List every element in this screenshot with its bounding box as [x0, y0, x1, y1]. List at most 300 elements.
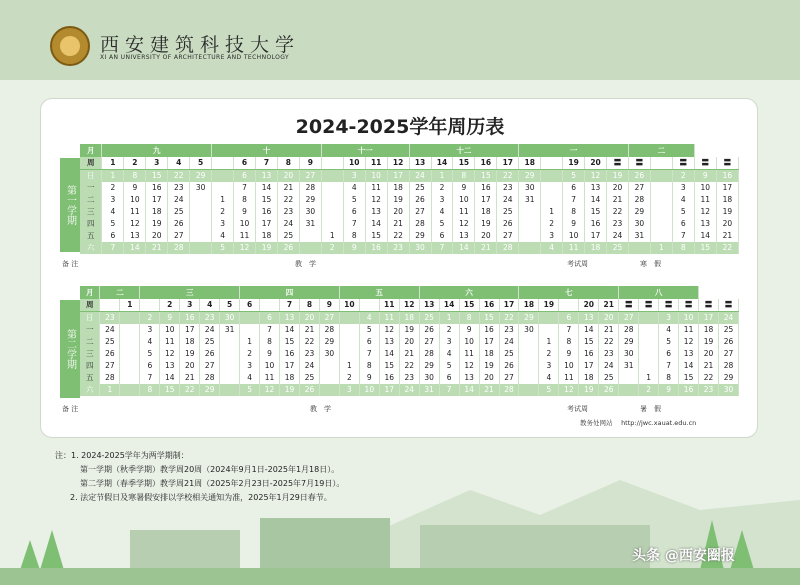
- date-cell: 23: [299, 348, 319, 360]
- week-number-cell: 8: [277, 157, 299, 170]
- week-number-cell: 〓: [639, 299, 659, 312]
- date-cell: 21: [599, 324, 619, 336]
- date-cell: 2: [639, 384, 659, 396]
- notes-vacation: 寒 假: [640, 260, 661, 268]
- date-cell: 13: [453, 230, 475, 242]
- date-cell: 19: [280, 384, 300, 396]
- date-cell: 17: [699, 312, 719, 325]
- date-cell: 1: [439, 312, 459, 325]
- date-cell: 25: [419, 312, 439, 325]
- date-cell: 7: [659, 360, 679, 372]
- date-cell: 17: [379, 384, 399, 396]
- date-cell: 3: [672, 182, 694, 194]
- date-cell: 21: [399, 348, 419, 360]
- weekday-label: 一: [80, 182, 102, 194]
- date-cell: [321, 218, 343, 230]
- date-cell: 11: [459, 348, 479, 360]
- date-cell: 26: [628, 170, 650, 183]
- date-cell: [120, 324, 140, 336]
- footnote-3: 第二学期（春季学期）教学周21周（2025年2月23日-2025年7月19日）。: [80, 479, 345, 488]
- date-cell: 19: [716, 206, 738, 218]
- date-cell: 3: [212, 218, 234, 230]
- date-cell: 4: [439, 348, 459, 360]
- semester-2-notes: [40, 404, 740, 416]
- date-cell: 21: [146, 242, 168, 254]
- date-cell: [519, 206, 541, 218]
- date-cell: 7: [563, 194, 585, 206]
- date-cell: 31: [299, 218, 321, 230]
- date-cell: 7: [140, 372, 160, 384]
- weekday-label: 日: [80, 170, 102, 183]
- week-number-cell: 〓: [607, 157, 629, 170]
- date-cell: 28: [719, 360, 739, 372]
- week-number-cell: 1: [102, 157, 124, 170]
- date-cell: 14: [459, 384, 479, 396]
- date-cell: [319, 384, 339, 396]
- date-cell: 18: [280, 372, 300, 384]
- date-cell: 17: [180, 324, 200, 336]
- date-cell: 2: [339, 372, 359, 384]
- date-cell: 1: [102, 170, 124, 183]
- date-cell: 20: [399, 336, 419, 348]
- week-number-cell: 20: [585, 157, 607, 170]
- university-name-en: XI AN UNIVERSITY OF ARCHITECTURE AND TECHNOLOGY: [100, 54, 290, 61]
- date-cell: 8: [140, 384, 160, 396]
- week-number-cell: 5: [220, 299, 240, 312]
- date-cell: 16: [365, 242, 387, 254]
- date-cell: 14: [160, 372, 180, 384]
- week-number-cell: 2: [124, 157, 146, 170]
- date-cell: 18: [585, 242, 607, 254]
- date-cell: 30: [519, 182, 541, 194]
- date-cell: 9: [234, 206, 256, 218]
- date-cell: 24: [299, 360, 319, 372]
- date-cell: 4: [672, 194, 694, 206]
- date-cell: 24: [100, 324, 120, 336]
- date-cell: [190, 242, 212, 254]
- week-number-cell: 21: [599, 299, 619, 312]
- date-cell: 26: [200, 348, 220, 360]
- date-cell: 14: [256, 182, 278, 194]
- day-row: [80, 372, 739, 384]
- date-cell: [628, 242, 650, 254]
- date-cell: 24: [409, 170, 431, 183]
- date-cell: 9: [359, 372, 379, 384]
- date-cell: 24: [200, 324, 220, 336]
- date-cell: 17: [146, 194, 168, 206]
- date-cell: [120, 360, 140, 372]
- date-cell: 30: [319, 348, 339, 360]
- weekday-label: 六: [80, 384, 100, 396]
- date-cell: 4: [343, 182, 365, 194]
- date-cell: 25: [200, 336, 220, 348]
- date-cell: 5: [563, 170, 585, 183]
- date-cell: 1: [539, 336, 559, 348]
- month-header-cell: 月: [80, 286, 100, 299]
- date-cell: 8: [359, 360, 379, 372]
- date-cell: 2: [140, 312, 160, 325]
- date-cell: 20: [180, 360, 200, 372]
- date-cell: 5: [439, 360, 459, 372]
- date-cell: 6: [431, 230, 453, 242]
- date-cell: 13: [694, 218, 716, 230]
- date-cell: 3: [140, 324, 160, 336]
- date-cell: 10: [260, 360, 280, 372]
- date-cell: [519, 348, 539, 360]
- date-cell: 5: [359, 324, 379, 336]
- week-number-cell: 14: [439, 299, 459, 312]
- date-cell: 5: [240, 384, 260, 396]
- semester-1-block: [60, 144, 739, 256]
- week-number-cell: 〓: [679, 299, 699, 312]
- week-number-cell: 〓: [672, 157, 694, 170]
- notes-teaching: 教 学: [310, 405, 331, 413]
- date-cell: 5: [539, 384, 559, 396]
- date-cell: [190, 194, 212, 206]
- date-cell: 14: [453, 242, 475, 254]
- date-cell: 31: [519, 194, 541, 206]
- date-cell: 11: [679, 324, 699, 336]
- date-cell: 6: [140, 360, 160, 372]
- date-cell: 6: [102, 230, 124, 242]
- weekday-label: 二: [80, 194, 102, 206]
- date-cell: 16: [585, 218, 607, 230]
- month-cell: 二: [628, 144, 694, 157]
- week-number-cell: [140, 299, 160, 312]
- date-cell: 21: [277, 182, 299, 194]
- date-cell: 10: [234, 218, 256, 230]
- date-cell: 20: [299, 312, 319, 325]
- date-cell: 28: [419, 348, 439, 360]
- date-cell: 7: [439, 384, 459, 396]
- date-cell: [220, 348, 240, 360]
- date-cell: [639, 348, 659, 360]
- date-cell: 5: [431, 218, 453, 230]
- month-cell: 十: [212, 144, 322, 157]
- date-cell: 10: [453, 194, 475, 206]
- date-cell: 2: [212, 206, 234, 218]
- date-cell: 19: [479, 360, 499, 372]
- date-cell: 17: [479, 336, 499, 348]
- date-cell: 14: [280, 324, 300, 336]
- date-cell: 14: [694, 230, 716, 242]
- date-cell: [519, 384, 539, 396]
- date-cell: 6: [359, 336, 379, 348]
- date-cell: 18: [399, 312, 419, 325]
- date-cell: 4: [240, 372, 260, 384]
- week-number-cell: 2: [160, 299, 180, 312]
- date-cell: 19: [256, 242, 278, 254]
- week-row: [80, 157, 739, 170]
- date-cell: [541, 170, 563, 183]
- date-cell: 6: [343, 206, 365, 218]
- date-cell: 26: [719, 336, 739, 348]
- date-cell: 18: [479, 348, 499, 360]
- date-cell: [240, 324, 260, 336]
- month-cell: 六: [419, 286, 519, 299]
- date-cell: 12: [585, 170, 607, 183]
- date-cell: [339, 348, 359, 360]
- date-cell: 19: [607, 170, 629, 183]
- day-row: [80, 182, 739, 194]
- date-cell: 9: [459, 324, 479, 336]
- date-cell: 18: [579, 372, 599, 384]
- week-number-cell: 6: [240, 299, 260, 312]
- week-number-cell: 7: [280, 299, 300, 312]
- date-cell: 31: [220, 324, 240, 336]
- date-cell: 5: [343, 194, 365, 206]
- day-row: [80, 242, 739, 254]
- date-cell: 20: [277, 170, 299, 183]
- date-cell: [190, 230, 212, 242]
- week-number-cell: 〓: [719, 299, 739, 312]
- date-cell: 21: [716, 230, 738, 242]
- date-cell: [120, 336, 140, 348]
- date-cell: 23: [607, 218, 629, 230]
- date-cell: [212, 182, 234, 194]
- date-cell: [541, 194, 563, 206]
- date-cell: [650, 194, 672, 206]
- university-logo: [50, 26, 90, 66]
- date-cell: 21: [387, 218, 409, 230]
- date-cell: [519, 242, 541, 254]
- date-cell: 30: [519, 324, 539, 336]
- date-cell: 19: [387, 194, 409, 206]
- date-cell: 9: [563, 218, 585, 230]
- date-cell: 25: [409, 182, 431, 194]
- week-number-cell: [321, 157, 343, 170]
- date-cell: [299, 242, 321, 254]
- footnote-2: 第一学期（秋季学期）教学周20周（2024年9月1日-2025年1月18日）。: [80, 465, 340, 474]
- footnote-4: 2. 法定节假日及寒暑假安排以学校相关通知为准，2025年1月29日春节。: [70, 493, 332, 502]
- date-cell: [220, 372, 240, 384]
- week-number-cell: [541, 157, 563, 170]
- month-cell: 五: [339, 286, 419, 299]
- week-number-cell: 11: [365, 157, 387, 170]
- date-cell: 8: [234, 194, 256, 206]
- date-cell: 15: [280, 336, 300, 348]
- date-cell: 8: [672, 242, 694, 254]
- week-number-cell: 10: [339, 299, 359, 312]
- date-cell: 18: [146, 206, 168, 218]
- university-name-cn: 西安建筑科技大学: [100, 34, 301, 56]
- date-cell: 8: [124, 170, 146, 183]
- date-cell: [639, 312, 659, 325]
- date-cell: 14: [585, 194, 607, 206]
- date-cell: [339, 324, 359, 336]
- date-cell: 18: [699, 324, 719, 336]
- date-cell: 1: [100, 384, 120, 396]
- date-cell: 29: [519, 170, 541, 183]
- date-cell: 24: [719, 312, 739, 325]
- date-cell: 20: [475, 230, 497, 242]
- week-number-cell: 9: [299, 157, 321, 170]
- notes-label: 备 注: [62, 405, 79, 413]
- footnote-1: 注：1. 2024-2025学年为两学期制：: [55, 451, 189, 460]
- date-cell: 23: [499, 324, 519, 336]
- date-cell: 21: [475, 242, 497, 254]
- weekday-label: 五: [80, 230, 102, 242]
- date-cell: 23: [599, 348, 619, 360]
- date-cell: 29: [519, 312, 539, 325]
- date-cell: 13: [256, 170, 278, 183]
- date-cell: 18: [256, 230, 278, 242]
- date-cell: 4: [140, 336, 160, 348]
- date-cell: 10: [679, 312, 699, 325]
- date-cell: 3: [541, 230, 563, 242]
- date-cell: 13: [585, 182, 607, 194]
- date-cell: 14: [379, 348, 399, 360]
- date-cell: 22: [180, 384, 200, 396]
- date-cell: 16: [379, 372, 399, 384]
- date-cell: 28: [628, 194, 650, 206]
- date-cell: 11: [379, 312, 399, 325]
- date-cell: 22: [499, 312, 519, 325]
- date-cell: 17: [716, 182, 738, 194]
- date-cell: [321, 182, 343, 194]
- date-cell: [120, 384, 140, 396]
- date-cell: 16: [146, 182, 168, 194]
- date-cell: 29: [628, 206, 650, 218]
- month-row: [80, 286, 739, 299]
- date-cell: 30: [220, 312, 240, 325]
- date-cell: 28: [319, 324, 339, 336]
- date-cell: 29: [419, 360, 439, 372]
- date-cell: 24: [497, 194, 519, 206]
- date-cell: 25: [497, 206, 519, 218]
- week-number-cell: 13: [419, 299, 439, 312]
- date-cell: 10: [559, 360, 579, 372]
- date-cell: 27: [100, 360, 120, 372]
- day-row: [80, 324, 739, 336]
- week-number-cell: 14: [431, 157, 453, 170]
- date-cell: [220, 336, 240, 348]
- date-cell: 21: [180, 372, 200, 384]
- week-number-cell: 19: [563, 157, 585, 170]
- date-cell: 10: [124, 194, 146, 206]
- date-cell: 23: [277, 206, 299, 218]
- date-cell: 1: [339, 360, 359, 372]
- date-cell: 23: [387, 242, 409, 254]
- campus-scenery-illustration: [0, 470, 800, 585]
- date-cell: 11: [365, 182, 387, 194]
- week-number-cell: [359, 299, 379, 312]
- date-cell: 22: [168, 170, 190, 183]
- date-cell: 28: [499, 384, 519, 396]
- date-cell: 10: [359, 384, 379, 396]
- date-cell: 9: [559, 348, 579, 360]
- month-cell: 四: [240, 286, 340, 299]
- date-cell: 28: [619, 324, 639, 336]
- date-cell: 4: [539, 372, 559, 384]
- week-number-cell: 3: [146, 157, 168, 170]
- date-cell: 5: [672, 206, 694, 218]
- date-cell: 15: [146, 170, 168, 183]
- semester-2-label: 第二学期: [60, 300, 80, 398]
- date-cell: [321, 194, 343, 206]
- date-cell: 7: [672, 230, 694, 242]
- date-cell: 12: [453, 218, 475, 230]
- date-cell: 8: [453, 170, 475, 183]
- date-cell: 23: [699, 384, 719, 396]
- date-cell: 31: [619, 360, 639, 372]
- date-cell: 1: [639, 372, 659, 384]
- date-cell: 30: [190, 182, 212, 194]
- date-cell: 24: [277, 218, 299, 230]
- date-cell: 8: [343, 230, 365, 242]
- date-cell: 16: [679, 384, 699, 396]
- week-number-cell: 17: [499, 299, 519, 312]
- date-cell: 22: [699, 372, 719, 384]
- date-cell: 5: [212, 242, 234, 254]
- date-cell: 6: [672, 218, 694, 230]
- date-cell: 26: [497, 218, 519, 230]
- date-cell: 1: [240, 336, 260, 348]
- semester-2-block: [60, 286, 739, 402]
- date-cell: 27: [628, 182, 650, 194]
- date-cell: 29: [319, 336, 339, 348]
- date-cell: 4: [212, 230, 234, 242]
- date-cell: 29: [409, 230, 431, 242]
- date-cell: 25: [499, 348, 519, 360]
- date-cell: 16: [716, 170, 738, 183]
- date-cell: 1: [650, 242, 672, 254]
- date-cell: [319, 372, 339, 384]
- date-cell: [120, 372, 140, 384]
- date-cell: [220, 384, 240, 396]
- week-number-cell: 7: [256, 157, 278, 170]
- day-row: [80, 312, 739, 325]
- date-cell: [319, 360, 339, 372]
- weekday-label: 五: [80, 372, 100, 384]
- week-number-cell: 12: [387, 157, 409, 170]
- notes-vacation: 暑 假: [640, 405, 661, 413]
- date-cell: 14: [679, 360, 699, 372]
- date-cell: [650, 230, 672, 242]
- date-cell: 16: [280, 348, 300, 360]
- month-cell: 一: [519, 144, 629, 157]
- website-link[interactable]: 教务处网站 http://jwc.xauat.edu.cn: [580, 419, 697, 427]
- date-cell: 22: [716, 242, 738, 254]
- date-cell: 6: [234, 170, 256, 183]
- date-cell: 21: [607, 194, 629, 206]
- date-cell: 24: [399, 384, 419, 396]
- date-cell: 4: [541, 242, 563, 254]
- notes-exam: 考试周: [567, 260, 588, 268]
- week-number-cell: 〓: [619, 299, 639, 312]
- date-cell: 7: [234, 182, 256, 194]
- date-cell: 11: [563, 242, 585, 254]
- date-cell: 18: [387, 182, 409, 194]
- date-cell: 2: [102, 182, 124, 194]
- date-cell: 15: [256, 194, 278, 206]
- date-cell: 25: [100, 336, 120, 348]
- date-cell: 10: [694, 182, 716, 194]
- date-cell: 20: [599, 312, 619, 325]
- week-number-cell: 17: [497, 157, 519, 170]
- date-cell: 28: [168, 242, 190, 254]
- date-cell: 19: [699, 336, 719, 348]
- date-cell: 12: [160, 348, 180, 360]
- week-number-cell: 16: [479, 299, 499, 312]
- date-cell: 13: [124, 230, 146, 242]
- date-cell: [212, 170, 234, 183]
- date-cell: 27: [719, 348, 739, 360]
- date-cell: 9: [694, 170, 716, 183]
- day-row: [80, 336, 739, 348]
- week-number-cell: 15: [453, 157, 475, 170]
- date-cell: 17: [280, 360, 300, 372]
